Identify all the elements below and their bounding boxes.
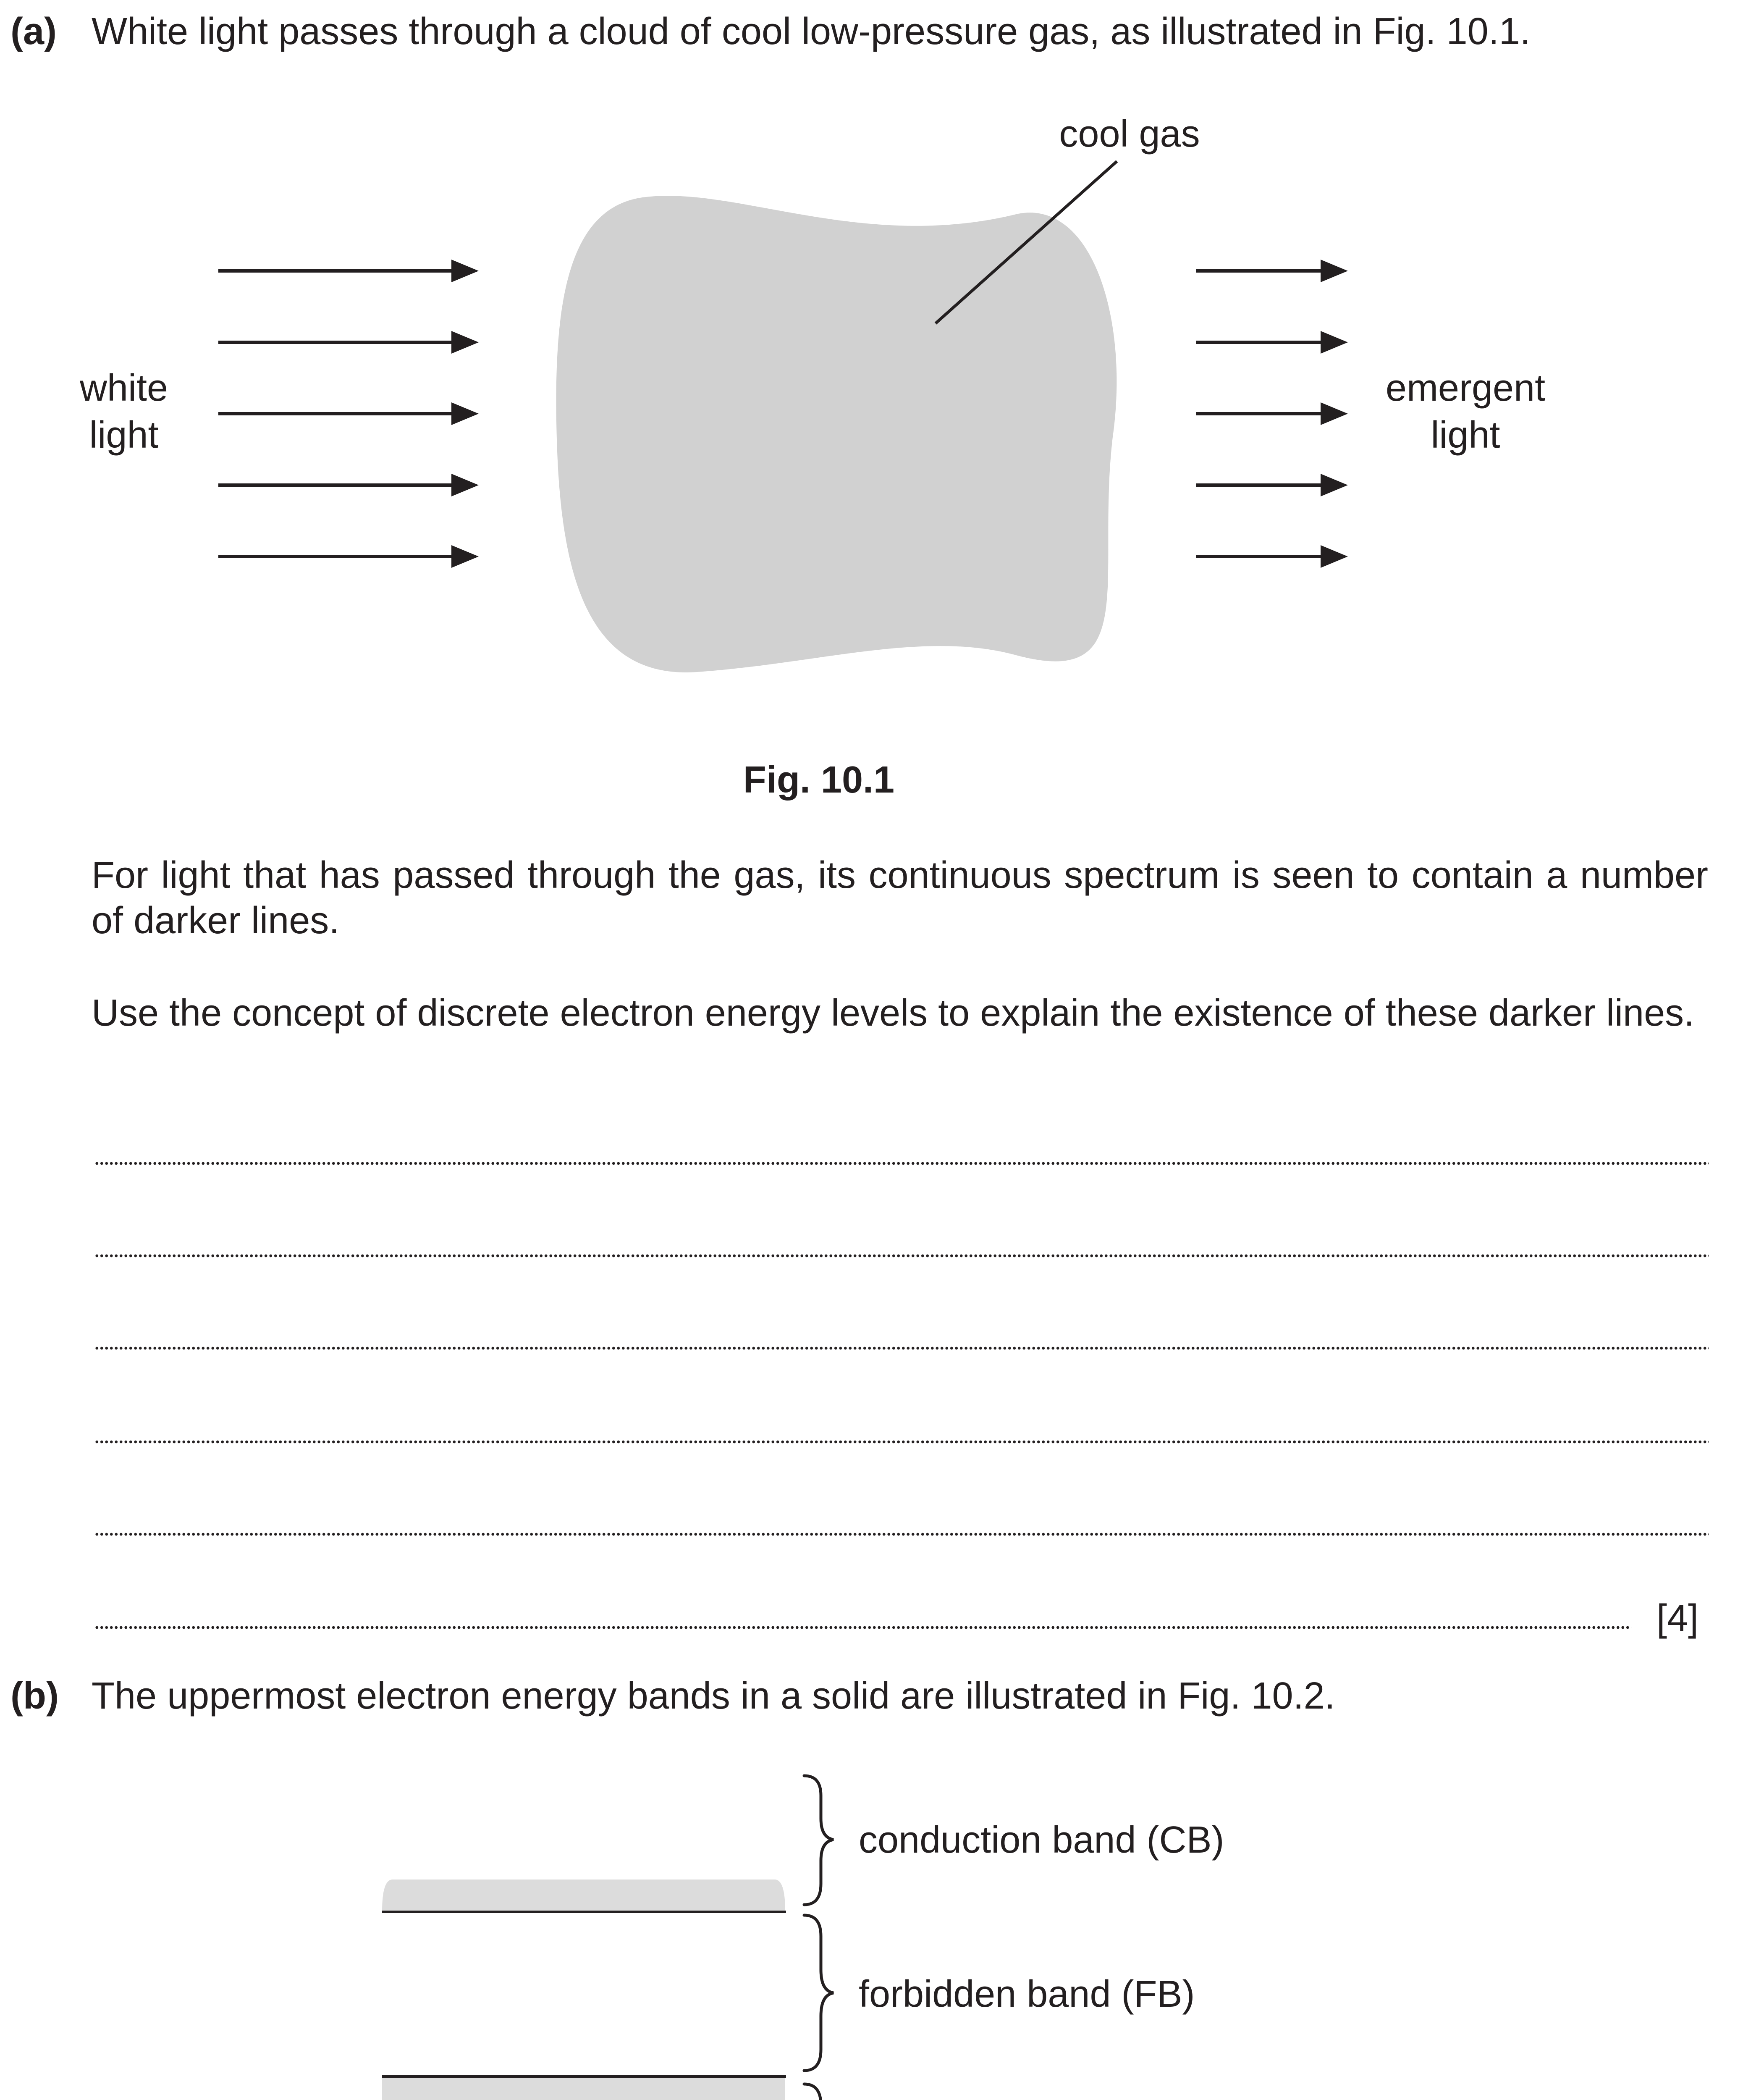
white-light-label-line1: white xyxy=(79,367,168,409)
cool-gas-label: cool gas xyxy=(1059,113,1200,155)
valence-band-brace xyxy=(804,2084,834,2100)
conduction-band-brace xyxy=(804,1776,834,1905)
forbidden-band-label: forbidden band (FB) xyxy=(859,1973,1195,2015)
forbidden-band-brace xyxy=(804,1915,834,2071)
part-a-marks: [4] xyxy=(1657,1597,1699,1639)
part-a-paragraph-1: For light that has passed through the gas, its continuous spectrum is seen to contain a number of darker lines. xyxy=(92,854,1708,942)
part-b-marker: (b) xyxy=(10,1675,59,1717)
part-a-paragraph-2: Use the concept of discrete electron energy levels to explain the existence of these darker lines. xyxy=(92,992,1695,1034)
conduction-band-strip xyxy=(382,1880,785,1911)
part-a-marker: (a) xyxy=(10,10,57,52)
conduction-band-label: conduction band (CB) xyxy=(859,1819,1224,1861)
part-b-intro: The uppermost electron energy bands in a solid are illustrated in Fig. 10.2. xyxy=(92,1675,1335,1717)
part-a-intro: White light passes through a cloud of cool low-pressure gas, as illustrated in Fig. 10.1. xyxy=(92,10,1531,52)
figure-10-1-caption: Fig. 10.1 xyxy=(743,759,895,801)
emergent-light-label-line1: emergent xyxy=(1385,367,1546,409)
white-light-label-line2: light xyxy=(89,414,159,456)
valence-band-block xyxy=(382,2077,785,2100)
emergent-light-label-line2: light xyxy=(1431,414,1500,456)
